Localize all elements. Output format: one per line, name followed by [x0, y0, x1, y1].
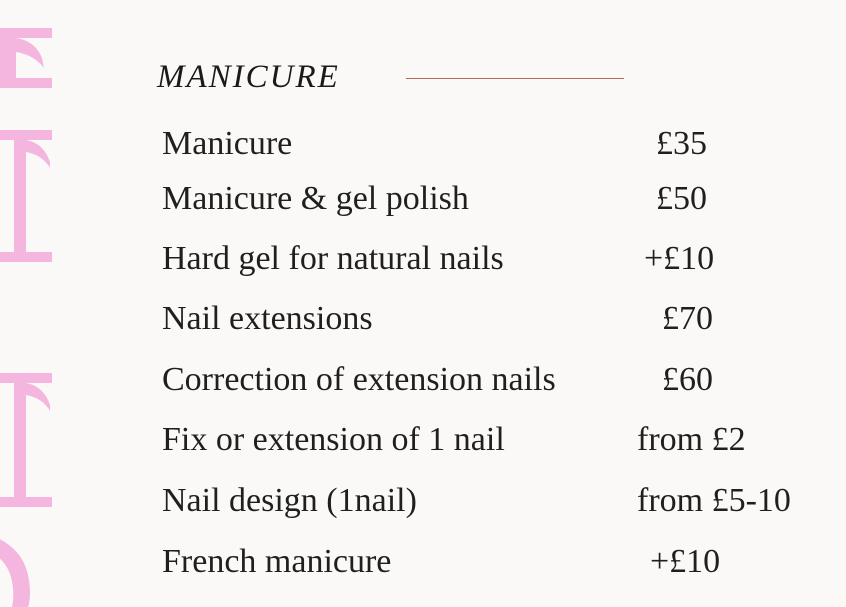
- service-price: +£10: [644, 240, 715, 277]
- service-name: French manicure: [162, 543, 392, 580]
- service-price: from £5-10: [637, 482, 791, 519]
- service-name: Manicure & gel polish: [162, 180, 469, 217]
- service-name: Hard gel for natural nails: [162, 240, 504, 277]
- service-price: £35: [656, 125, 707, 162]
- service-name: Correction of extension nails: [162, 361, 556, 398]
- service-price: £50: [656, 180, 707, 217]
- service-price: £70: [662, 300, 713, 337]
- service-price: £60: [662, 361, 713, 398]
- service-price: +£10: [650, 543, 721, 580]
- service-name: Nail extensions: [162, 300, 373, 337]
- service-name: Manicure: [162, 125, 293, 162]
- section-title: MANICURE: [157, 59, 340, 95]
- service-row: [0, 177, 846, 221]
- service-row: [0, 237, 846, 281]
- service-row: [0, 479, 846, 523]
- service-row: [0, 297, 846, 341]
- service-row: [0, 358, 846, 402]
- service-name: Fix or extension of 1 nail: [162, 421, 505, 458]
- service-row: [0, 418, 846, 462]
- service-price: from £2: [637, 421, 746, 458]
- service-row: [0, 540, 846, 584]
- service-name: Nail design (1nail): [162, 482, 417, 519]
- service-row: [0, 122, 846, 166]
